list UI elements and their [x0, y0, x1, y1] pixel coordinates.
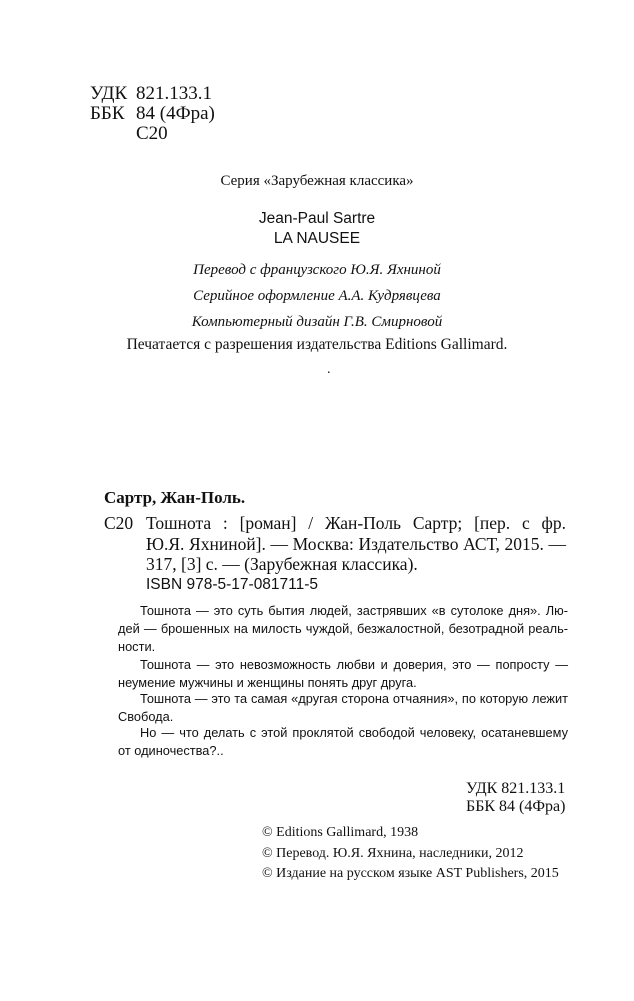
udk-bottom-line: УДК 821.133.1: [466, 780, 566, 797]
annotation-line: Но — что делать с этой проклятой свободой человеку, осатаневшему: [140, 725, 568, 740]
separator-dot: .: [327, 362, 331, 377]
catalog-line: Тошнота : [роман] / Жан-Поль Сартр; [пер. с фр.: [146, 513, 566, 533]
catalog-code: С20: [104, 513, 134, 533]
bbk-label: ББК: [90, 103, 125, 124]
copyright-edition: © Издание на русском языке AST Publishers, 2015: [262, 866, 559, 881]
annotation-paragraph: [118, 656, 568, 692]
series-title: Серия «Зарубежная классика»: [220, 173, 414, 189]
annotation-line: ности.: [118, 639, 156, 654]
annotation-line: от одиночества?..: [118, 743, 224, 758]
credit-translation: Перевод с французского Ю.Я. Яхниной: [193, 262, 441, 278]
annotation-line: Свобода.: [118, 709, 174, 724]
author-mark: С20: [136, 123, 168, 144]
catalog-line: Ю.Я. Яхниной]. — Москва: Издательство АСТ, 2015. —: [146, 533, 566, 554]
annotation-line: Тошнота — это невозможность любви и доверия, это — попросту —: [140, 657, 568, 672]
udk-block-bottom: [466, 780, 565, 816]
original-title: LA NAUSEE: [273, 230, 361, 247]
original-author: Jean-Paul Sartre: [258, 210, 376, 227]
permission-notice: Печатается с разрешения издательства Editions Gallimard.: [126, 336, 508, 353]
credit-series-design: Серийное оформление А.А. Кудрявцева: [193, 288, 441, 304]
annotation-line: дей — брошенных на милость чуждой, безжалостной, безотрадной реаль-: [118, 621, 568, 636]
udk-label: УДК: [90, 83, 128, 104]
credit-computer-design: Компьютерный дизайн Г.В. Смирновой: [191, 314, 443, 330]
annotation-line: Тошнота — это та самая «другая сторона отчаяния», по которую лежит: [140, 691, 568, 706]
catalog-line: 317, [3] с. — (Зарубежная классика).: [146, 554, 418, 574]
annotation-paragraph: [118, 724, 568, 760]
annotation-paragraph: [118, 690, 568, 726]
isbn: ISBN 978-5-17-081711-5: [146, 576, 319, 593]
catalog-description: [146, 513, 566, 575]
annotation-line: неумение мужчины и женщины понять друг друга.: [118, 675, 417, 690]
annotation-line: Тошнота — это суть бытия людей, застрявших «в сутолоке дня». Лю-: [140, 603, 568, 618]
copyright-original: © Editions Gallimard, 1938: [262, 825, 419, 840]
udk-value: 821.133.1: [136, 83, 212, 104]
copyright-translation: © Перевод. Ю.Я. Яхнина, наследники, 2012: [262, 846, 524, 861]
annotation-paragraph: [118, 602, 568, 656]
catalog-author: Сартр, Жан-Поль.: [104, 488, 246, 507]
udk-block-top: [90, 84, 215, 144]
bbk-value: 84 (4Фра): [136, 103, 215, 124]
bbk-bottom-line: ББК 84 (4Фра): [466, 798, 566, 815]
